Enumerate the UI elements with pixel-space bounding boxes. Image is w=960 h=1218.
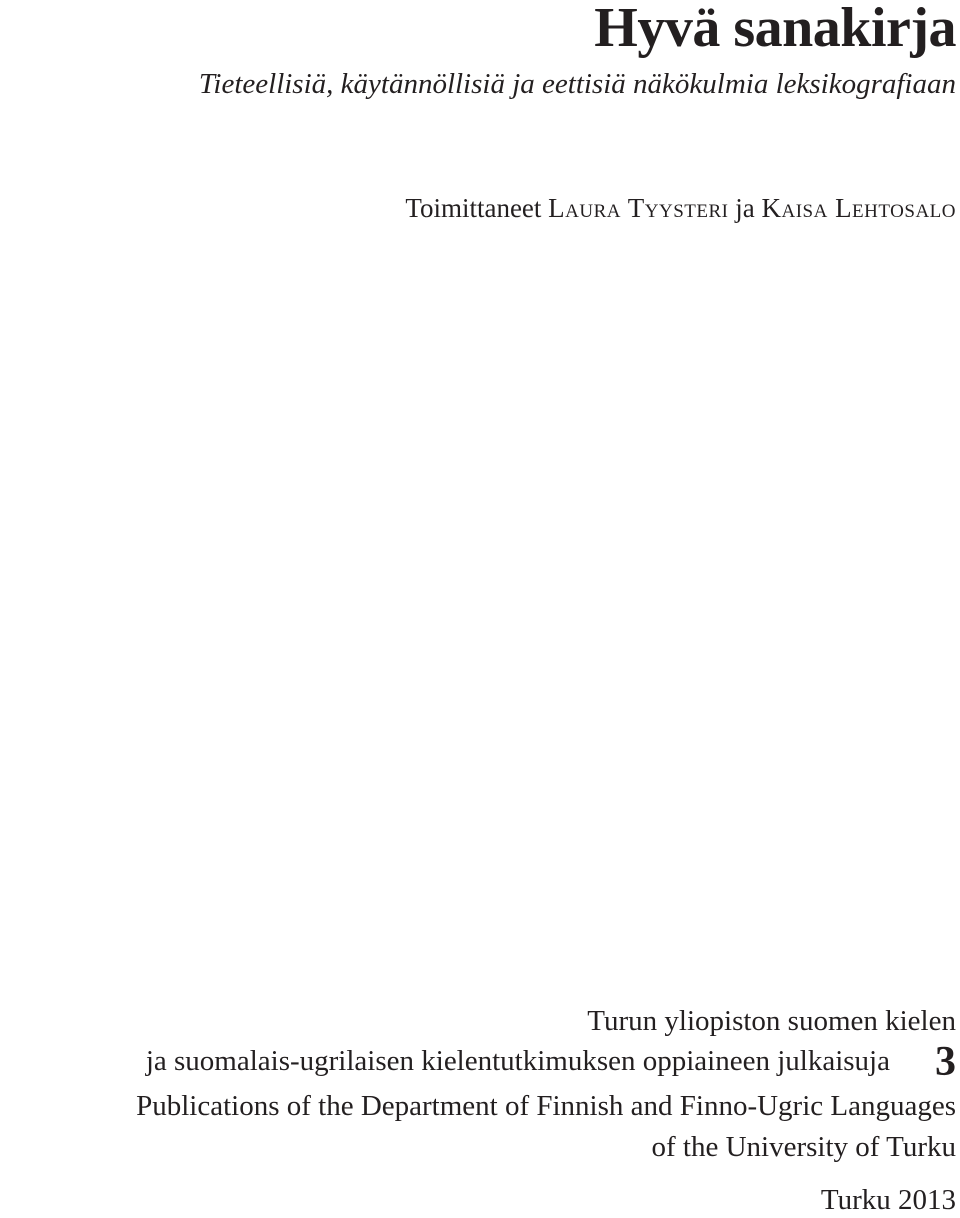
book-subtitle: Tieteellisiä, käytännöllisiä ja eettisiä näkökulmia leksikografiaan xyxy=(198,68,956,100)
publication-place-year: Turku 2013 xyxy=(820,1184,956,1216)
series-title-finnish-line-1: Turun yliopiston suomen kielen xyxy=(587,1005,956,1037)
series-title-finnish-line-2: ja suomalais-ugrilaisen kielentutkimuksen oppiaineen julkaisuja xyxy=(145,1045,890,1077)
book-title: Hyvä sanakirja xyxy=(594,0,956,59)
editors-prefix: Toimittaneet xyxy=(405,193,542,223)
editor-name-2: Kaisa Lehtosalo xyxy=(761,193,956,223)
series-number: 3 xyxy=(935,1039,956,1085)
series-title-english-line-2: of the University of Turku xyxy=(651,1131,956,1163)
editors-line xyxy=(405,192,956,224)
editors-conjunction: ja xyxy=(735,193,755,223)
editor-name-1: Laura Tyysteri xyxy=(548,193,729,223)
series-title-english-line-1: Publications of the Department of Finnish and Finno-Ugric Languages xyxy=(136,1090,956,1122)
